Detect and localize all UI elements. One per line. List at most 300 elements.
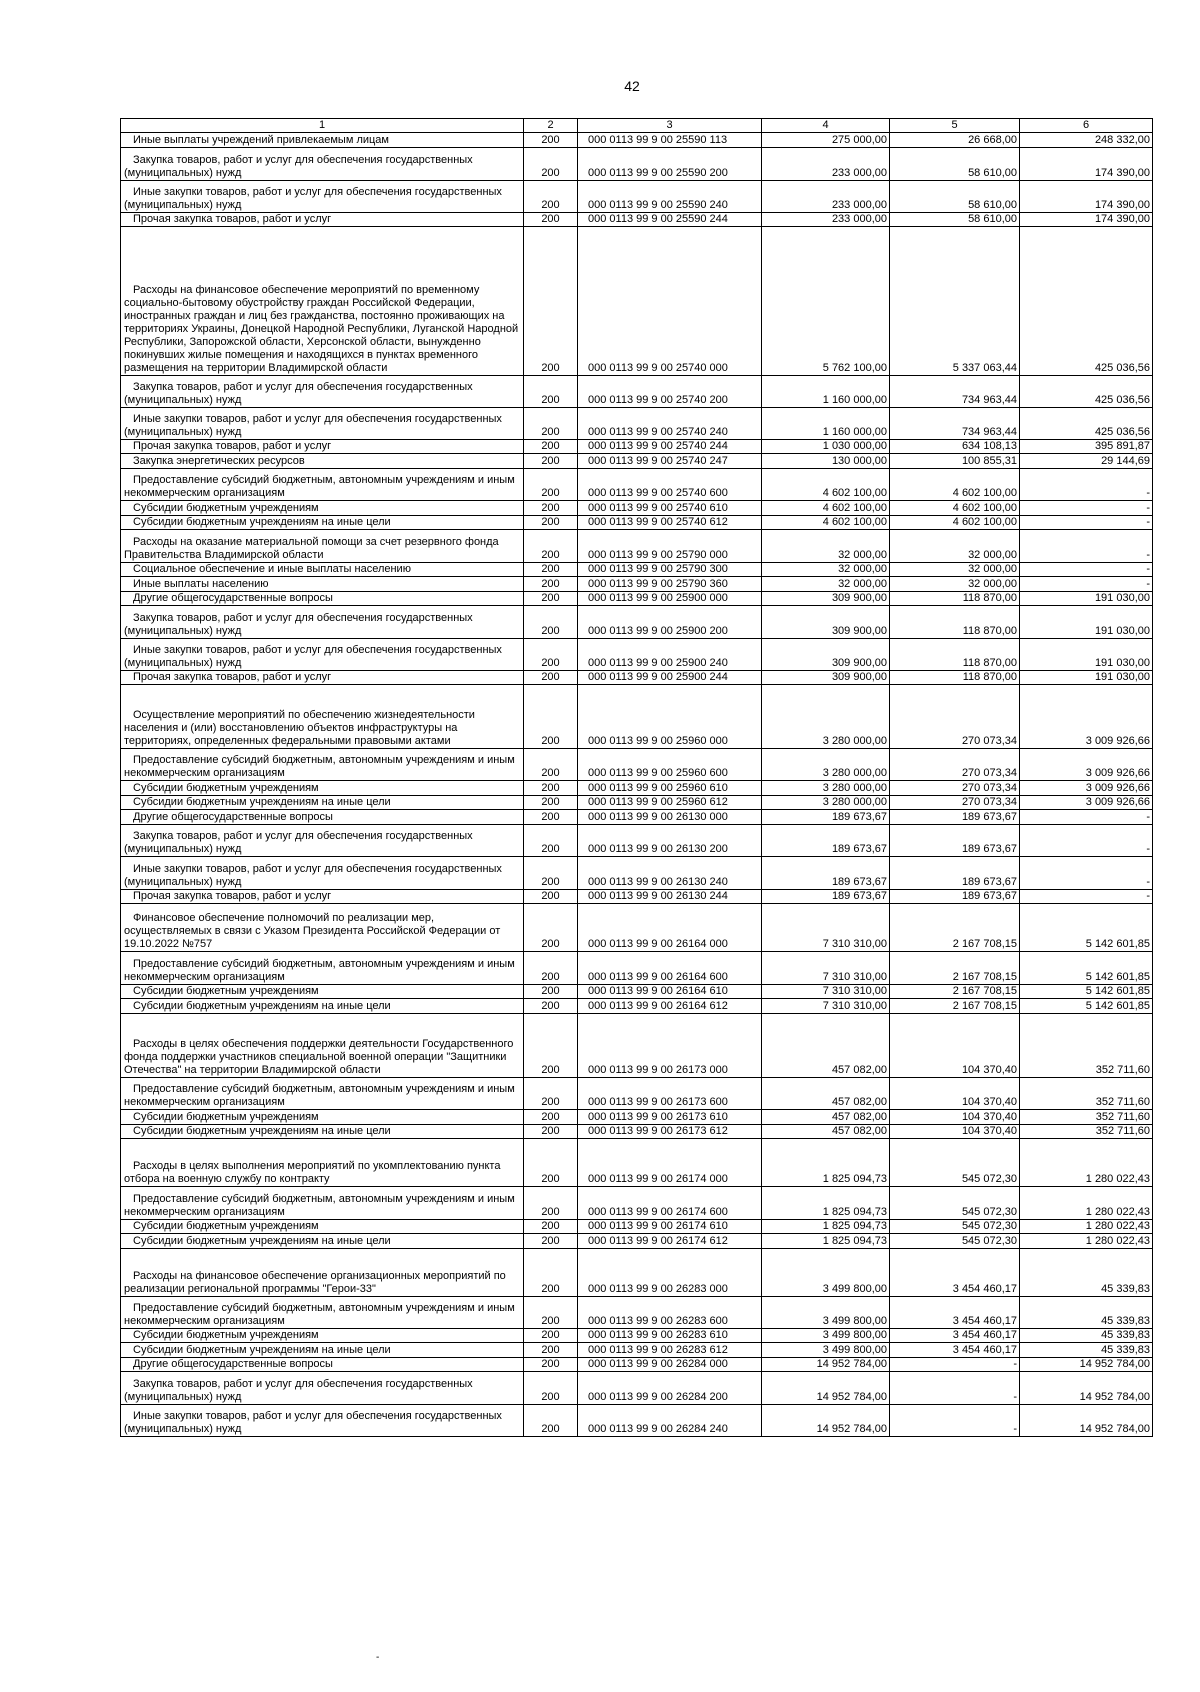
- row-remaining-amount-cell: 248 332,00: [1020, 133, 1153, 148]
- table-row: [121, 1234, 1153, 1249]
- row-remaining-amount-cell: 352 711,60: [1020, 1078, 1153, 1110]
- row-remaining-amount-cell: 45 339,83: [1020, 1297, 1153, 1329]
- row-approved-amount-cell: 233 000,00: [762, 213, 890, 227]
- row-admin-code-cell: 200: [524, 516, 578, 530]
- row-name-cell: Закупка товаров, работ и услуг для обеспечения государственных (муниципальных) нужд: [121, 148, 524, 181]
- row-name-cell: Социальное обеспечение и иные выплаты населению: [121, 563, 524, 577]
- row-budget-code-cell: 000 0113 99 9 00 25740 000: [578, 227, 762, 376]
- row-approved-amount-cell: 3 280 000,00: [762, 796, 890, 810]
- table-row: [121, 1343, 1153, 1358]
- row-remaining-amount-cell: 352 711,60: [1020, 1014, 1153, 1078]
- row-remaining-amount-cell: -: [1020, 530, 1153, 563]
- row-budget-code-cell: 000 0113 99 9 00 26173 612: [578, 1125, 762, 1139]
- row-admin-code-cell: 200: [524, 408, 578, 440]
- row-approved-amount-cell: 3 280 000,00: [762, 781, 890, 796]
- table-row: [121, 1125, 1153, 1139]
- row-remaining-amount-cell: -: [1020, 577, 1153, 592]
- row-approved-amount-cell: 189 673,67: [762, 857, 890, 890]
- row-executed-amount-cell: 3 454 460,17: [890, 1343, 1020, 1358]
- table-row: [121, 606, 1153, 639]
- row-budget-code-cell: 000 0113 99 9 00 25590 200: [578, 148, 762, 181]
- row-admin-code-cell: 200: [524, 213, 578, 227]
- table-row: [121, 530, 1153, 563]
- row-approved-amount-cell: 3 499 800,00: [762, 1297, 890, 1329]
- table-row: [121, 501, 1153, 516]
- row-executed-amount-cell: 104 370,40: [890, 1078, 1020, 1110]
- row-remaining-amount-cell: 1 280 022,43: [1020, 1139, 1153, 1187]
- table-row: [121, 890, 1153, 904]
- row-executed-amount-cell: 2 167 708,15: [890, 904, 1020, 952]
- table-row: [121, 408, 1153, 440]
- row-budget-code-cell: 000 0113 99 9 00 25900 244: [578, 671, 762, 685]
- row-approved-amount-cell: 1 825 094,73: [762, 1139, 890, 1187]
- row-admin-code-cell: 200: [524, 810, 578, 825]
- row-approved-amount-cell: 309 900,00: [762, 592, 890, 606]
- table-row: [121, 796, 1153, 810]
- row-approved-amount-cell: 189 673,67: [762, 890, 890, 904]
- row-approved-amount-cell: 233 000,00: [762, 148, 890, 181]
- row-executed-amount-cell: 734 963,44: [890, 408, 1020, 440]
- row-approved-amount-cell: 3 499 800,00: [762, 1249, 890, 1297]
- table-row: [121, 181, 1153, 213]
- row-approved-amount-cell: 7 310 310,00: [762, 952, 890, 985]
- row-budget-code-cell: 000 0113 99 9 00 26130 000: [578, 810, 762, 825]
- row-budget-code-cell: 000 0113 99 9 00 26283 610: [578, 1329, 762, 1343]
- row-admin-code-cell: 200: [524, 1014, 578, 1078]
- row-executed-amount-cell: 3 454 460,17: [890, 1297, 1020, 1329]
- table-row: [121, 440, 1153, 454]
- table-row: [121, 857, 1153, 890]
- row-remaining-amount-cell: 3 009 926,66: [1020, 749, 1153, 781]
- row-approved-amount-cell: 7 310 310,00: [762, 999, 890, 1014]
- row-name-cell: Расходы в целях выполнения мероприятий по укомплектованию пункта отбора на военную службу по контракту: [121, 1139, 524, 1187]
- row-approved-amount-cell: 189 673,67: [762, 810, 890, 825]
- row-name-cell: Субсидии бюджетным учреждениям на иные цели: [121, 516, 524, 530]
- row-name-cell: Закупка товаров, работ и услуг для обеспечения государственных (муниципальных) нужд: [121, 1372, 524, 1405]
- row-budget-code-cell: 000 0113 99 9 00 26173 610: [578, 1110, 762, 1125]
- row-admin-code-cell: 200: [524, 501, 578, 516]
- column-header-5: 5: [890, 119, 1020, 133]
- row-executed-amount-cell: 3 454 460,17: [890, 1329, 1020, 1343]
- row-approved-amount-cell: 4 602 100,00: [762, 469, 890, 501]
- row-approved-amount-cell: 1 160 000,00: [762, 376, 890, 408]
- row-name-cell: Иные закупки товаров, работ и услуг для обеспечения государственных (муниципальных) нужд: [121, 181, 524, 213]
- row-executed-amount-cell: 104 370,40: [890, 1014, 1020, 1078]
- row-name-cell: Прочая закупка товаров, работ и услуг: [121, 890, 524, 904]
- row-admin-code-cell: 200: [524, 1329, 578, 1343]
- row-executed-amount-cell: 118 870,00: [890, 639, 1020, 671]
- row-approved-amount-cell: 1 825 094,73: [762, 1234, 890, 1249]
- row-executed-amount-cell: 32 000,00: [890, 563, 1020, 577]
- row-budget-code-cell: 000 0113 99 9 00 26130 240: [578, 857, 762, 890]
- row-name-cell: Предоставление субсидий бюджетным, автономным учреждениям и иным некоммерческим организациям: [121, 1078, 524, 1110]
- table-row: [121, 952, 1153, 985]
- row-remaining-amount-cell: 191 030,00: [1020, 592, 1153, 606]
- row-budget-code-cell: 000 0113 99 9 00 25740 600: [578, 469, 762, 501]
- row-remaining-amount-cell: 3 009 926,66: [1020, 796, 1153, 810]
- row-admin-code-cell: 200: [524, 1297, 578, 1329]
- row-remaining-amount-cell: -: [1020, 469, 1153, 501]
- row-name-cell: Субсидии бюджетным учреждениям на иные цели: [121, 999, 524, 1014]
- table-row: [121, 376, 1153, 408]
- row-budget-code-cell: 000 0113 99 9 00 25740 612: [578, 516, 762, 530]
- table-row: [121, 213, 1153, 227]
- row-admin-code-cell: 200: [524, 749, 578, 781]
- row-budget-code-cell: 000 0113 99 9 00 25900 000: [578, 592, 762, 606]
- row-remaining-amount-cell: 174 390,00: [1020, 213, 1153, 227]
- table-row: [121, 781, 1153, 796]
- row-approved-amount-cell: 32 000,00: [762, 577, 890, 592]
- row-name-cell: Расходы в целях обеспечения поддержки деятельности Государственного фонда поддержки участников специальной военной операции "Защитники Отечества" на территории Владимирской области: [121, 1014, 524, 1078]
- row-approved-amount-cell: 14 952 784,00: [762, 1372, 890, 1405]
- row-admin-code-cell: 200: [524, 825, 578, 857]
- row-budget-code-cell: 000 0113 99 9 00 25790 000: [578, 530, 762, 563]
- row-name-cell: Другие общегосударственные вопросы: [121, 1358, 524, 1372]
- row-name-cell: Другие общегосударственные вопросы: [121, 810, 524, 825]
- row-approved-amount-cell: 1 825 094,73: [762, 1187, 890, 1220]
- row-name-cell: Расходы на финансовое обеспечение мероприятий по временному социально-бытовому обустройству граждан Российской Федерации, иностранных граждан и лиц без гражданства, постоянно проживающих на территориях Украины, Донецкой Народной Республики, Луганской Народной Республики, Запорожской области, Херсонской области, вынужденно покинувших жилые помещения и находящихся в пунктах временного размещения на территории Владимирской области: [121, 227, 524, 376]
- row-admin-code-cell: 200: [524, 148, 578, 181]
- table-row: [121, 563, 1153, 577]
- row-remaining-amount-cell: 1 280 022,43: [1020, 1187, 1153, 1220]
- row-executed-amount-cell: 545 072,30: [890, 1187, 1020, 1220]
- row-name-cell: Субсидии бюджетным учреждениям на иные цели: [121, 1125, 524, 1139]
- row-name-cell: Субсидии бюджетным учреждениям: [121, 781, 524, 796]
- row-remaining-amount-cell: 425 036,56: [1020, 227, 1153, 376]
- row-remaining-amount-cell: -: [1020, 810, 1153, 825]
- row-name-cell: Прочая закупка товаров, работ и услуг: [121, 213, 524, 227]
- row-approved-amount-cell: 189 673,67: [762, 825, 890, 857]
- row-executed-amount-cell: 270 073,34: [890, 796, 1020, 810]
- row-remaining-amount-cell: 174 390,00: [1020, 181, 1153, 213]
- table-row: [121, 671, 1153, 685]
- row-executed-amount-cell: 189 673,67: [890, 857, 1020, 890]
- row-budget-code-cell: 000 0113 99 9 00 26164 600: [578, 952, 762, 985]
- row-admin-code-cell: 200: [524, 904, 578, 952]
- table-row: [121, 454, 1153, 469]
- row-budget-code-cell: 000 0113 99 9 00 26130 244: [578, 890, 762, 904]
- row-name-cell: Иные выплаты населению: [121, 577, 524, 592]
- row-approved-amount-cell: 1 825 094,73: [762, 1220, 890, 1234]
- row-executed-amount-cell: 3 454 460,17: [890, 1249, 1020, 1297]
- row-admin-code-cell: 200: [524, 1110, 578, 1125]
- table-row: [121, 148, 1153, 181]
- row-budget-code-cell: 000 0113 99 9 00 26174 612: [578, 1234, 762, 1249]
- row-remaining-amount-cell: 45 339,83: [1020, 1343, 1153, 1358]
- row-approved-amount-cell: 3 280 000,00: [762, 685, 890, 749]
- row-name-cell: Расходы на финансовое обеспечение организационных мероприятий по реализации региональной программы "Герои-33": [121, 1249, 524, 1297]
- row-budget-code-cell: 000 0113 99 9 00 26283 000: [578, 1249, 762, 1297]
- column-header-2: 2: [524, 119, 578, 133]
- row-name-cell: Субсидии бюджетным учреждениям: [121, 1220, 524, 1234]
- row-approved-amount-cell: 4 602 100,00: [762, 516, 890, 530]
- table-row: [121, 592, 1153, 606]
- row-budget-code-cell: 000 0113 99 9 00 25960 000: [578, 685, 762, 749]
- row-budget-code-cell: 000 0113 99 9 00 25900 200: [578, 606, 762, 639]
- row-budget-code-cell: 000 0113 99 9 00 26283 612: [578, 1343, 762, 1358]
- row-admin-code-cell: 200: [524, 376, 578, 408]
- table-row: [121, 1405, 1153, 1437]
- row-name-cell: Другие общегосударственные вопросы: [121, 592, 524, 606]
- row-name-cell: Предоставление субсидий бюджетным, автономным учреждениям и иным некоммерческим организациям: [121, 749, 524, 781]
- row-executed-amount-cell: 545 072,30: [890, 1234, 1020, 1249]
- column-header-4: 4: [762, 119, 890, 133]
- row-name-cell: Прочая закупка товаров, работ и услуг: [121, 440, 524, 454]
- row-name-cell: Субсидии бюджетным учреждениям: [121, 985, 524, 999]
- row-approved-amount-cell: 3 499 800,00: [762, 1343, 890, 1358]
- row-budget-code-cell: 000 0113 99 9 00 25740 244: [578, 440, 762, 454]
- row-budget-code-cell: 000 0113 99 9 00 25790 360: [578, 577, 762, 592]
- row-remaining-amount-cell: 14 952 784,00: [1020, 1358, 1153, 1372]
- row-approved-amount-cell: 309 900,00: [762, 606, 890, 639]
- row-remaining-amount-cell: 5 142 601,85: [1020, 952, 1153, 985]
- row-remaining-amount-cell: 395 891,87: [1020, 440, 1153, 454]
- row-executed-amount-cell: 545 072,30: [890, 1139, 1020, 1187]
- row-remaining-amount-cell: 45 339,83: [1020, 1249, 1153, 1297]
- row-budget-code-cell: 000 0113 99 9 00 25590 240: [578, 181, 762, 213]
- row-budget-code-cell: 000 0113 99 9 00 25740 610: [578, 501, 762, 516]
- row-remaining-amount-cell: -: [1020, 890, 1153, 904]
- row-executed-amount-cell: 2 167 708,15: [890, 999, 1020, 1014]
- row-remaining-amount-cell: 1 280 022,43: [1020, 1234, 1153, 1249]
- row-name-cell: Субсидии бюджетным учреждениям: [121, 1329, 524, 1343]
- row-admin-code-cell: 200: [524, 1372, 578, 1405]
- table-row: [121, 904, 1153, 952]
- row-admin-code-cell: 200: [524, 1405, 578, 1437]
- row-name-cell: Предоставление субсидий бюджетным, автономным учреждениям и иным некоммерческим организациям: [121, 1297, 524, 1329]
- row-approved-amount-cell: 4 602 100,00: [762, 501, 890, 516]
- table-row: [121, 1110, 1153, 1125]
- row-executed-amount-cell: 4 602 100,00: [890, 469, 1020, 501]
- row-name-cell: Финансовое обеспечение полномочий по реализации мер, осуществляемых в связи с Указом Президента Российской Федерации от 19.10.2022 №757: [121, 904, 524, 952]
- row-remaining-amount-cell: 425 036,56: [1020, 408, 1153, 440]
- row-name-cell: Иные закупки товаров, работ и услуг для обеспечения государственных (муниципальных) нужд: [121, 639, 524, 671]
- row-approved-amount-cell: 309 900,00: [762, 671, 890, 685]
- row-budget-code-cell: 000 0113 99 9 00 25740 247: [578, 454, 762, 469]
- table-row: [121, 749, 1153, 781]
- table-row: [121, 685, 1153, 749]
- row-approved-amount-cell: 3 280 000,00: [762, 749, 890, 781]
- row-name-cell: Закупка товаров, работ и услуг для обеспечения государственных (муниципальных) нужд: [121, 376, 524, 408]
- row-remaining-amount-cell: 3 009 926,66: [1020, 781, 1153, 796]
- table-row: [121, 985, 1153, 999]
- row-name-cell: Субсидии бюджетным учреждениям на иные цели: [121, 1343, 524, 1358]
- table-row: [121, 577, 1153, 592]
- table-body: [121, 133, 1153, 1437]
- budget-execution-table: [120, 118, 1153, 1437]
- row-executed-amount-cell: 4 602 100,00: [890, 516, 1020, 530]
- table-row: [121, 469, 1153, 501]
- row-executed-amount-cell: 118 870,00: [890, 671, 1020, 685]
- row-admin-code-cell: 200: [524, 1249, 578, 1297]
- row-admin-code-cell: 200: [524, 1343, 578, 1358]
- table-row: [121, 825, 1153, 857]
- row-executed-amount-cell: 270 073,34: [890, 749, 1020, 781]
- row-admin-code-cell: 200: [524, 530, 578, 563]
- row-admin-code-cell: 200: [524, 952, 578, 985]
- row-admin-code-cell: 200: [524, 1220, 578, 1234]
- row-approved-amount-cell: 1 030 000,00: [762, 440, 890, 454]
- row-executed-amount-cell: -: [890, 1358, 1020, 1372]
- row-admin-code-cell: 200: [524, 796, 578, 810]
- row-name-cell: Предоставление субсидий бюджетным, автономным учреждениям и иным некоммерческим организациям: [121, 1187, 524, 1220]
- row-admin-code-cell: 200: [524, 1234, 578, 1249]
- row-executed-amount-cell: 26 668,00: [890, 133, 1020, 148]
- row-remaining-amount-cell: 5 142 601,85: [1020, 999, 1153, 1014]
- row-budget-code-cell: 000 0113 99 9 00 26284 000: [578, 1358, 762, 1372]
- row-executed-amount-cell: 270 073,34: [890, 781, 1020, 796]
- row-remaining-amount-cell: -: [1020, 857, 1153, 890]
- table-row: [121, 1014, 1153, 1078]
- table-row: [121, 999, 1153, 1014]
- row-executed-amount-cell: -: [890, 1372, 1020, 1405]
- row-remaining-amount-cell: -: [1020, 563, 1153, 577]
- row-executed-amount-cell: 4 602 100,00: [890, 501, 1020, 516]
- table-row: [121, 1329, 1153, 1343]
- row-remaining-amount-cell: 45 339,83: [1020, 1329, 1153, 1343]
- table-row: [121, 1358, 1153, 1372]
- table-row: [121, 227, 1153, 376]
- row-admin-code-cell: 200: [524, 1358, 578, 1372]
- row-approved-amount-cell: 130 000,00: [762, 454, 890, 469]
- row-name-cell: Субсидии бюджетным учреждениям: [121, 501, 524, 516]
- row-remaining-amount-cell: 174 390,00: [1020, 148, 1153, 181]
- row-budget-code-cell: 000 0113 99 9 00 25590 244: [578, 213, 762, 227]
- row-admin-code-cell: 200: [524, 454, 578, 469]
- row-approved-amount-cell: 7 310 310,00: [762, 904, 890, 952]
- row-admin-code-cell: 200: [524, 592, 578, 606]
- row-budget-code-cell: 000 0113 99 9 00 26164 000: [578, 904, 762, 952]
- row-admin-code-cell: 200: [524, 563, 578, 577]
- row-remaining-amount-cell: -: [1020, 516, 1153, 530]
- row-name-cell: Закупка товаров, работ и услуг для обеспечения государственных (муниципальных) нужд: [121, 825, 524, 857]
- row-approved-amount-cell: 14 952 784,00: [762, 1358, 890, 1372]
- row-admin-code-cell: 200: [524, 1078, 578, 1110]
- row-name-cell: Предоставление субсидий бюджетным, автономным учреждениям и иным некоммерческим организациям: [121, 469, 524, 501]
- row-admin-code-cell: 200: [524, 577, 578, 592]
- row-admin-code-cell: 200: [524, 1139, 578, 1187]
- row-name-cell: Прочая закупка товаров, работ и услуг: [121, 671, 524, 685]
- row-approved-amount-cell: 275 000,00: [762, 133, 890, 148]
- table-row: [121, 1139, 1153, 1187]
- table-row: [121, 516, 1153, 530]
- table-row: [121, 1187, 1153, 1220]
- row-name-cell: Субсидии бюджетным учреждениям на иные цели: [121, 796, 524, 810]
- row-name-cell: Субсидии бюджетным учреждениям на иные цели: [121, 1234, 524, 1249]
- row-budget-code-cell: 000 0113 99 9 00 26284 200: [578, 1372, 762, 1405]
- row-budget-code-cell: 000 0113 99 9 00 26173 000: [578, 1014, 762, 1078]
- row-remaining-amount-cell: 3 009 926,66: [1020, 685, 1153, 749]
- row-admin-code-cell: 200: [524, 1125, 578, 1139]
- row-admin-code-cell: 200: [524, 1187, 578, 1220]
- row-budget-code-cell: 000 0113 99 9 00 25900 240: [578, 639, 762, 671]
- row-remaining-amount-cell: -: [1020, 501, 1153, 516]
- row-admin-code-cell: 200: [524, 639, 578, 671]
- row-remaining-amount-cell: 14 952 784,00: [1020, 1372, 1153, 1405]
- row-name-cell: Расходы на оказание материальной помощи за счет резервного фонда Правительства Владимирской области: [121, 530, 524, 563]
- row-executed-amount-cell: 189 673,67: [890, 810, 1020, 825]
- table-row: [121, 1372, 1153, 1405]
- row-budget-code-cell: 000 0113 99 9 00 26130 200: [578, 825, 762, 857]
- row-approved-amount-cell: 457 082,00: [762, 1125, 890, 1139]
- row-approved-amount-cell: 14 952 784,00: [762, 1405, 890, 1437]
- row-name-cell: Иные закупки товаров, работ и услуг для обеспечения государственных (муниципальных) нужд: [121, 857, 524, 890]
- row-executed-amount-cell: 104 370,40: [890, 1110, 1020, 1125]
- row-executed-amount-cell: 118 870,00: [890, 606, 1020, 639]
- row-executed-amount-cell: 58 610,00: [890, 148, 1020, 181]
- row-name-cell: Иные выплаты учреждений привлекаемым лицам: [121, 133, 524, 148]
- row-executed-amount-cell: -: [890, 1405, 1020, 1437]
- page-number: 42: [624, 78, 640, 94]
- row-admin-code-cell: 200: [524, 606, 578, 639]
- row-budget-code-cell: 000 0113 99 9 00 26173 600: [578, 1078, 762, 1110]
- row-remaining-amount-cell: 352 711,60: [1020, 1125, 1153, 1139]
- row-remaining-amount-cell: 14 952 784,00: [1020, 1405, 1153, 1437]
- table-row: [121, 810, 1153, 825]
- row-budget-code-cell: 000 0113 99 9 00 26284 240: [578, 1405, 762, 1437]
- column-header-3: 3: [578, 119, 762, 133]
- row-executed-amount-cell: 189 673,67: [890, 825, 1020, 857]
- row-budget-code-cell: 000 0113 99 9 00 26174 610: [578, 1220, 762, 1234]
- row-executed-amount-cell: 270 073,34: [890, 685, 1020, 749]
- row-admin-code-cell: 200: [524, 999, 578, 1014]
- row-remaining-amount-cell: 425 036,56: [1020, 376, 1153, 408]
- row-executed-amount-cell: 2 167 708,15: [890, 952, 1020, 985]
- row-admin-code-cell: 200: [524, 227, 578, 376]
- row-admin-code-cell: 200: [524, 890, 578, 904]
- row-remaining-amount-cell: 5 142 601,85: [1020, 985, 1153, 999]
- column-header-6: 6: [1020, 119, 1153, 133]
- row-remaining-amount-cell: 1 280 022,43: [1020, 1220, 1153, 1234]
- row-budget-code-cell: 000 0113 99 9 00 25960 610: [578, 781, 762, 796]
- row-admin-code-cell: 200: [524, 181, 578, 213]
- row-admin-code-cell: 200: [524, 857, 578, 890]
- row-approved-amount-cell: 309 900,00: [762, 639, 890, 671]
- row-executed-amount-cell: 32 000,00: [890, 530, 1020, 563]
- row-budget-code-cell: 000 0113 99 9 00 25590 113: [578, 133, 762, 148]
- row-budget-code-cell: 000 0113 99 9 00 26283 600: [578, 1297, 762, 1329]
- row-executed-amount-cell: 5 337 063,44: [890, 227, 1020, 376]
- table-row: [121, 1249, 1153, 1297]
- row-name-cell: Иные закупки товаров, работ и услуг для обеспечения государственных (муниципальных) нужд: [121, 1405, 524, 1437]
- row-admin-code-cell: 200: [524, 440, 578, 454]
- row-admin-code-cell: 200: [524, 781, 578, 796]
- row-executed-amount-cell: 545 072,30: [890, 1220, 1020, 1234]
- row-approved-amount-cell: 7 310 310,00: [762, 985, 890, 999]
- row-executed-amount-cell: 734 963,44: [890, 376, 1020, 408]
- row-name-cell: Закупка товаров, работ и услуг для обеспечения государственных (муниципальных) нужд: [121, 606, 524, 639]
- column-number-header-row: [121, 119, 1153, 133]
- row-executed-amount-cell: 58 610,00: [890, 181, 1020, 213]
- row-executed-amount-cell: 118 870,00: [890, 592, 1020, 606]
- table-row: [121, 133, 1153, 148]
- row-executed-amount-cell: 189 673,67: [890, 890, 1020, 904]
- row-approved-amount-cell: 1 160 000,00: [762, 408, 890, 440]
- row-executed-amount-cell: 2 167 708,15: [890, 985, 1020, 999]
- row-name-cell: Иные закупки товаров, работ и услуг для обеспечения государственных (муниципальных) нужд: [121, 408, 524, 440]
- row-executed-amount-cell: 634 108,13: [890, 440, 1020, 454]
- row-executed-amount-cell: 32 000,00: [890, 577, 1020, 592]
- table-row: [121, 1220, 1153, 1234]
- row-remaining-amount-cell: 29 144,69: [1020, 454, 1153, 469]
- row-name-cell: Субсидии бюджетным учреждениям: [121, 1110, 524, 1125]
- row-budget-code-cell: 000 0113 99 9 00 25960 600: [578, 749, 762, 781]
- row-approved-amount-cell: 233 000,00: [762, 181, 890, 213]
- row-executed-amount-cell: 104 370,40: [890, 1125, 1020, 1139]
- row-admin-code-cell: 200: [524, 685, 578, 749]
- row-remaining-amount-cell: 191 030,00: [1020, 606, 1153, 639]
- row-approved-amount-cell: 457 082,00: [762, 1014, 890, 1078]
